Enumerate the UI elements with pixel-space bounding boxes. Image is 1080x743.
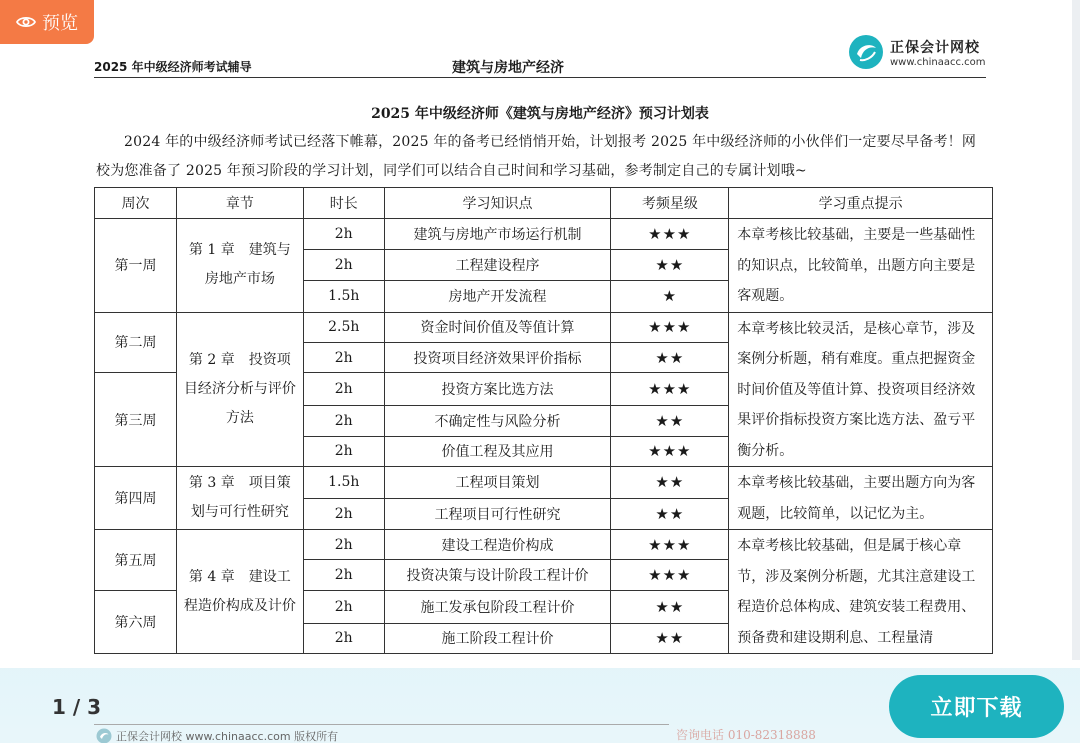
header-duration: 时长 — [303, 188, 384, 219]
duration-cell: 2.5h — [303, 312, 384, 342]
download-button[interactable]: 立即下载 — [889, 675, 1064, 738]
logo-url: www.chinaacc.com — [890, 56, 986, 68]
footer-divider — [94, 724, 669, 725]
topic-cell: 建设工程造价构成 — [384, 530, 611, 560]
stars-cell: ★★ — [611, 342, 729, 372]
topic-cell: 房地产开发流程 — [384, 281, 611, 312]
stars-cell: ★★ — [611, 406, 729, 436]
duration-cell: 1.5h — [303, 281, 384, 312]
topic-cell: 投资决策与设计阶段工程计价 — [384, 560, 611, 590]
table-row — [95, 219, 993, 250]
duration-cell: 2h — [303, 406, 384, 436]
chapter-cell: 第 3 章 项目策划与可行性研究 — [176, 467, 303, 530]
duration-cell: 2h — [303, 436, 384, 466]
tips-cell: 本章考核比较灵活，是核心章节，涉及案例分析题，稍有难度。重点把握资金时间价值及等值计算、投资项目经济效果评价指标投资方案比选方法、盈亏平衡分析。 — [729, 312, 993, 467]
stars-cell: ★★ — [611, 498, 729, 530]
logo-name: 正保会计网校 — [890, 39, 980, 56]
week-cell: 第二周 — [95, 312, 177, 373]
table-row — [95, 312, 993, 342]
stars-cell: ★★ — [611, 467, 729, 499]
header-week: 周次 — [95, 188, 177, 219]
header-divider — [94, 77, 986, 78]
topic-cell: 不确定性与风险分析 — [384, 406, 611, 436]
stars-cell: ★★ — [611, 623, 729, 653]
preview-button[interactable] — [0, 0, 94, 44]
stars-cell: ★★ — [611, 590, 729, 623]
study-plan-table — [94, 187, 993, 654]
topic-cell: 施工发承包阶段工程计价 — [384, 590, 611, 623]
topic-cell: 工程项目策划 — [384, 467, 611, 499]
preview-label: 预览 — [42, 13, 78, 34]
eye-icon — [16, 15, 36, 29]
footer-logo-icon — [96, 728, 112, 743]
tips-cell: 本章考核比较基础，但是属于核心章节，涉及案例分析题，尤其注意建设工程造价总体构成、建筑安装工程费用、预备费和建设期利息、工程量清 — [729, 530, 993, 654]
stars-cell: ★★★ — [611, 560, 729, 590]
week-cell: 第四周 — [95, 467, 177, 530]
topic-cell: 资金时间价值及等值计算 — [384, 312, 611, 342]
duration-cell: 2h — [303, 498, 384, 530]
duration-cell: 2h — [303, 373, 384, 406]
brand-logo — [848, 34, 986, 70]
topic-cell: 施工阶段工程计价 — [384, 623, 611, 653]
week-cell: 第六周 — [95, 590, 177, 653]
footer-hotline: 咨询电话 010-82318888 — [676, 728, 816, 742]
topic-cell: 投资项目经济效果评价指标 — [384, 342, 611, 372]
intro-paragraph: 2024 年的中级经济师考试已经落下帷幕，2025 年的备考已经悄悄开始，计划报考 2025 年中级经济师的小伙伴们一定要尽早备考！网校为您准备了 2025 年预习阶段的学习计划，同学们可以结合自己时间和学习基础，参考制定自己的专属计划哦~ — [96, 134, 977, 179]
tips-cell: 本章考核比较基础，主要是一些基础性的知识点，比较简单，出题方向主要是客观题。 — [729, 219, 993, 313]
stars-cell: ★★ — [611, 250, 729, 281]
header-subject: 建筑与房地产经济 — [452, 60, 564, 76]
week-cell: 第三周 — [95, 373, 177, 467]
duration-cell: 2h — [303, 560, 384, 590]
stars-cell: ★★★ — [611, 530, 729, 560]
topic-cell: 工程建设程序 — [384, 250, 611, 281]
duration-cell: 2h — [303, 250, 384, 281]
stars-cell: ★★★ — [611, 373, 729, 406]
header-exam-title: 2025 年中级经济师考试辅导 — [94, 60, 252, 74]
footer-copyright — [96, 728, 338, 743]
footer-copyright-text: 正保会计网校 www.chinaacc.com 版权所有 — [116, 730, 339, 743]
chapter-cell: 第 4 章 建设工程造价构成及计价 — [176, 530, 303, 654]
duration-cell: 2h — [303, 530, 384, 560]
stars-cell: ★★★ — [611, 312, 729, 342]
table-row — [95, 530, 993, 560]
duration-cell: 1.5h — [303, 467, 384, 499]
chapter-cell: 第 2 章 投资项目经济分析与评价方法 — [176, 312, 303, 467]
stars-cell: ★ — [611, 281, 729, 312]
document-title: 2025 年中级经济师《建筑与房地产经济》预习计划表 — [371, 106, 709, 122]
duration-cell: 2h — [303, 342, 384, 372]
logo-icon — [848, 34, 884, 70]
page-counter: 1 / 3 — [52, 695, 102, 719]
topic-cell: 工程项目可行性研究 — [384, 498, 611, 530]
week-cell: 第五周 — [95, 530, 177, 591]
header-chapter: 章节 — [176, 188, 303, 219]
scrollbar[interactable] — [1072, 0, 1080, 660]
table-header-row — [95, 188, 993, 219]
topic-cell: 价值工程及其应用 — [384, 436, 611, 466]
duration-cell: 2h — [303, 623, 384, 653]
header-topic: 学习知识点 — [384, 188, 611, 219]
tips-cell: 本章考核比较基础，主要出题方向为客观题，比较简单，以记忆为主。 — [729, 467, 993, 530]
table-row — [95, 467, 993, 499]
duration-cell: 2h — [303, 219, 384, 250]
chapter-cell: 第 1 章 建筑与房地产市场 — [176, 219, 303, 313]
topic-cell: 建筑与房地产市场运行机制 — [384, 219, 611, 250]
topic-cell: 投资方案比选方法 — [384, 373, 611, 406]
week-cell: 第一周 — [95, 219, 177, 313]
header-tips: 学习重点提示 — [729, 188, 993, 219]
header-frequency: 考频星级 — [611, 188, 729, 219]
stars-cell: ★★★ — [611, 436, 729, 466]
stars-cell: ★★★ — [611, 219, 729, 250]
duration-cell: 2h — [303, 590, 384, 623]
